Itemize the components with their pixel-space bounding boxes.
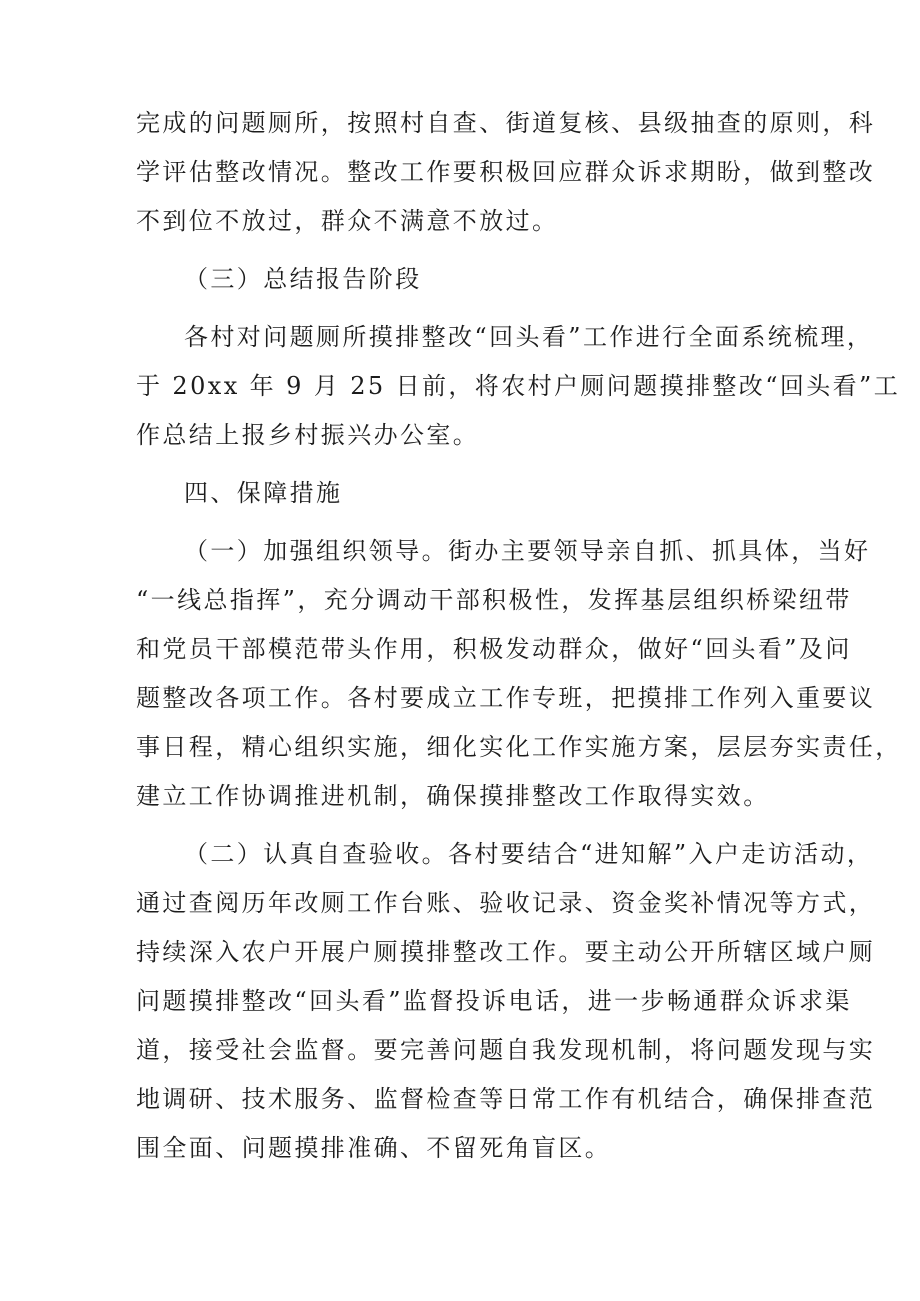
paragraph-line: （一）加强组织领导。街办主要领导亲自抓、抓具体，当好 [184,537,871,565]
paragraph-line: 各村对问题厕所摸排整改“回头看”工作进行全面系统梳理， [184,323,874,351]
paragraph-line: 围全面、问题摸排准确、不留死角盲区。 [136,1134,612,1162]
paragraph-line: 不到位不放过，群众不满意不放过。 [136,207,559,235]
paragraph-line: “一线总指挥”，充分调动干部积极性，发挥基层组织桥梁纽带 [136,586,852,614]
paragraph-line: 事日程，精心组织实施，细化实化工作实施方案，层层夯实责任， [136,733,902,761]
paragraph-line: 作总结上报乡村振兴办公室。 [136,421,480,449]
paragraph-line: 题整改各项工作。各村要成立工作专班，把摸排工作列入重要议 [136,684,876,712]
section-heading: （三）总结报告阶段 [184,265,422,293]
paragraph-line: 完成的问题厕所，按照村自查、街道复核、县级抽查的原则，科 [136,109,876,137]
part-heading: 四、保障措施 [184,479,343,507]
paragraph-line: 学评估整改情况。整改工作要积极回应群众诉求期盼，做到整改 [136,158,876,186]
paragraph-line: 问题摸排整改“回头看”监督投诉电话，进一步畅通群众诉求渠 [136,987,852,1015]
paragraph-line: 地调研、技术服务、监督检查等日常工作有机结合，确保排查范 [136,1085,876,1113]
paragraph-line: 通过查阅历年改厕工作台账、验收记录、资金奖补情况等方式， [136,889,876,917]
paragraph-line: 持续深入农户开展户厕摸排整改工作。要主动公开所辖区域户厕 [136,938,876,966]
paragraph-line: （二）认真自查验收。各村要结合“进知解”入户走访活动， [184,840,874,868]
paragraph-line: 和党员干部模范带头作用，积极发动群众，做好“回头看”及问 [136,635,852,663]
paragraph-line: 道，接受社会监督。要完善问题自我发现机制，将问题发现与实 [136,1036,876,1064]
paragraph-line: 于 20xx 年 9 月 25 日前，将农村户厕问题摸排整改“回头看”工 [136,372,901,400]
paragraph-line: 建立工作协调推进机制，确保摸排整改工作取得实效。 [136,782,770,810]
